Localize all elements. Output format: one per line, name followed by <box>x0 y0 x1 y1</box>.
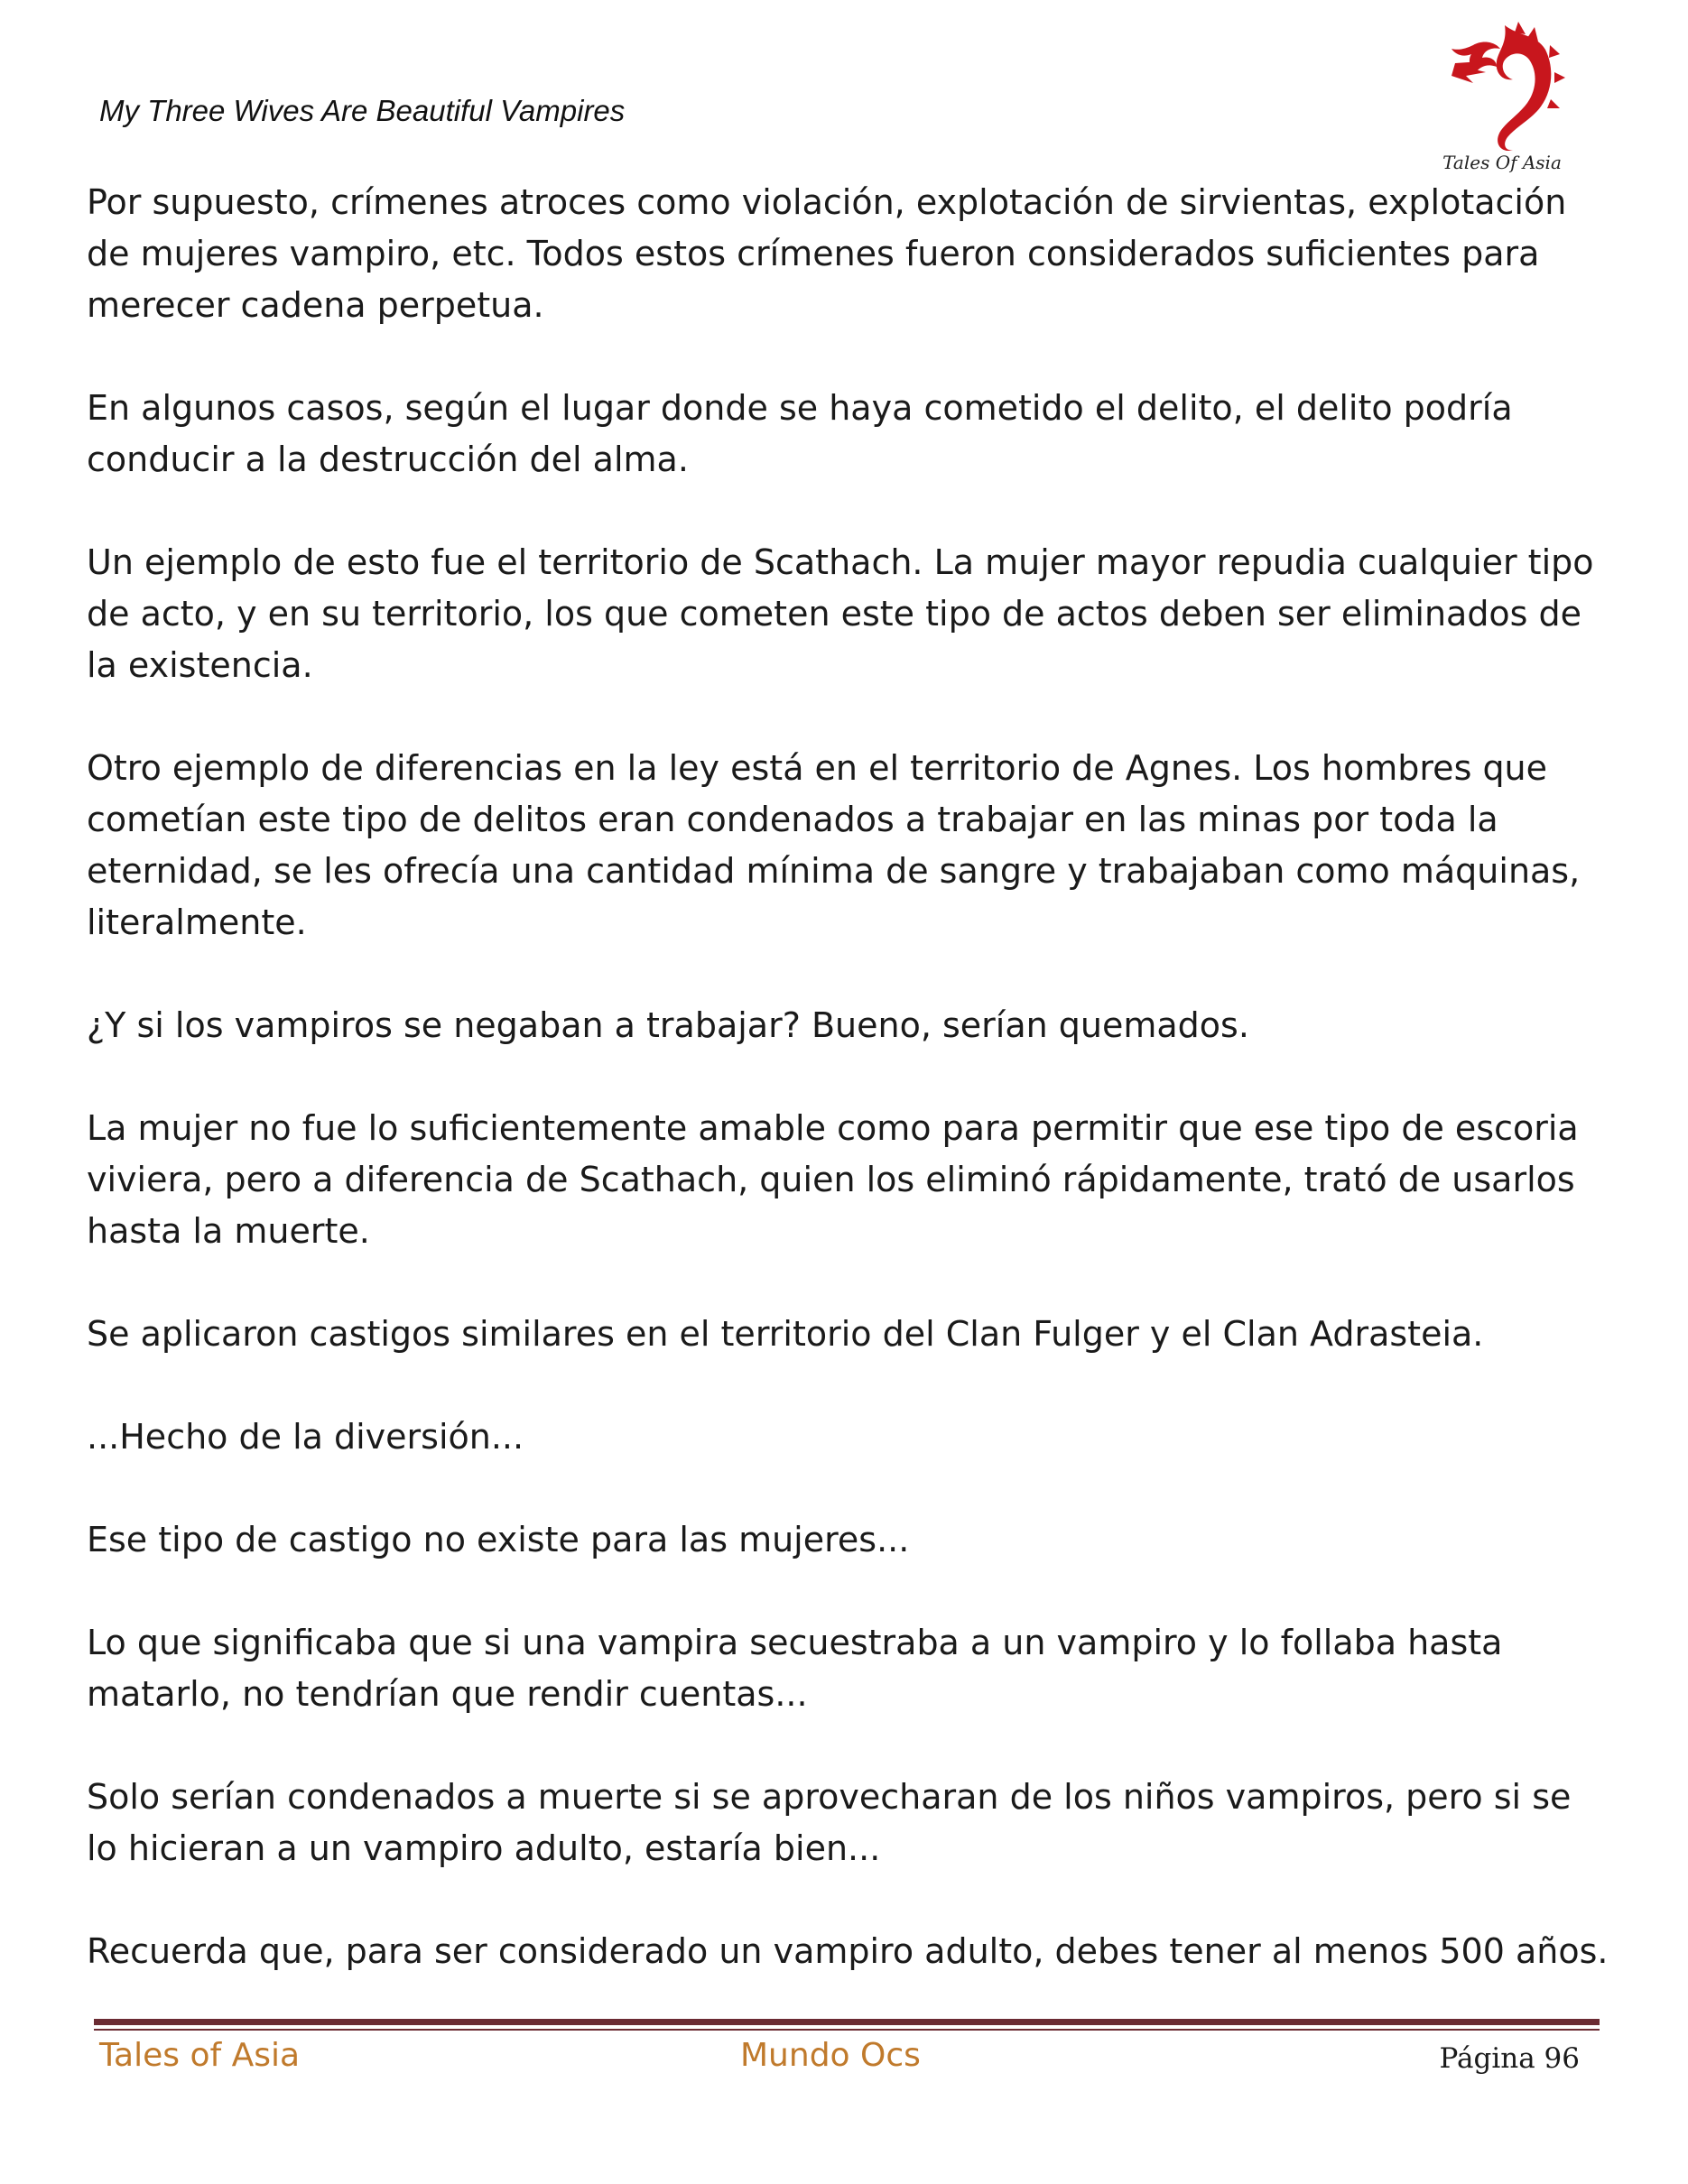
page-number: Página 96 <box>1439 2042 1580 2075</box>
paragraph: ...Hecho de la diversión... <box>87 1417 524 1457</box>
logo-caption: Tales Of Asia <box>1442 152 1562 173</box>
paragraph: La mujer no fue lo suficientemente amable como para permitir que ese tipo de escoria viviera, pero a diferencia de Scathach, quien los eliminó rápidamente, trató de usarlos hasta la muerte. <box>87 1108 1579 1251</box>
paragraph: Por supuesto, crímenes atroces como violación, explotación de sirvientas, explotación de mujeres vampiro, etc. Todos estos crímenes fueron considerados suficientes para merecer cadena perpetua. <box>87 182 1567 325</box>
paragraph: Ese tipo de castigo no existe para las mujeres... <box>87 1520 910 1559</box>
paragraph: ¿Y si los vampiros se negaban a trabajar? Bueno, serían quemados. <box>87 1005 1249 1045</box>
paragraph: Un ejemplo de esto fue el territorio de Scathach. La mujer mayor repudia cualquier tipo de acto, y en su territorio, los que cometen este tipo de actos deben ser eliminados de la existencia. <box>87 542 1594 685</box>
paragraph: Recuerda que, para ser considerado un vampiro adulto, debes tener al menos 500 años. <box>87 1931 1609 1971</box>
paragraph: Solo serían condenados a muerte si se aprovecharan de los niños vampiros, pero si se lo hicieran a un vampiro adulto, estaría bien... <box>87 1777 1572 1868</box>
footer-divider-thin <box>94 2029 1600 2031</box>
tales-of-asia-logo <box>1419 18 1572 180</box>
footer-section: Mundo Ocs <box>740 2037 921 2074</box>
paragraph: Lo que significaba que si una vampira secuestraba a un vampiro y lo follaba hasta matarlo, no tendrían que rendir cuentas... <box>87 1623 1503 1714</box>
footer-divider <box>94 2019 1600 2025</box>
book-title: My Three Wives Are Beautiful Vampires <box>99 94 626 127</box>
chapter-body <box>87 177 1612 2029</box>
red-dragon-icon <box>1419 18 1572 153</box>
paragraph: Se aplicaron castigos similares en el territorio del Clan Fulger y el Clan Adrasteia. <box>87 1314 1484 1354</box>
footer-publisher: Tales of Asia <box>99 2037 301 2074</box>
paragraph: Otro ejemplo de diferencias en la ley está en el territorio de Agnes. Los hombres que cometían este tipo de delitos eran condenados a trabajar en las minas por toda la eternidad, se les ofrecía una cantidad mínima de sangre y trabajaban como máquinas, literalmente. <box>87 748 1581 942</box>
paragraph: En algunos casos, según el lugar donde se haya cometido el delito, el delito podría conducir a la destrucción del alma. <box>87 388 1513 479</box>
